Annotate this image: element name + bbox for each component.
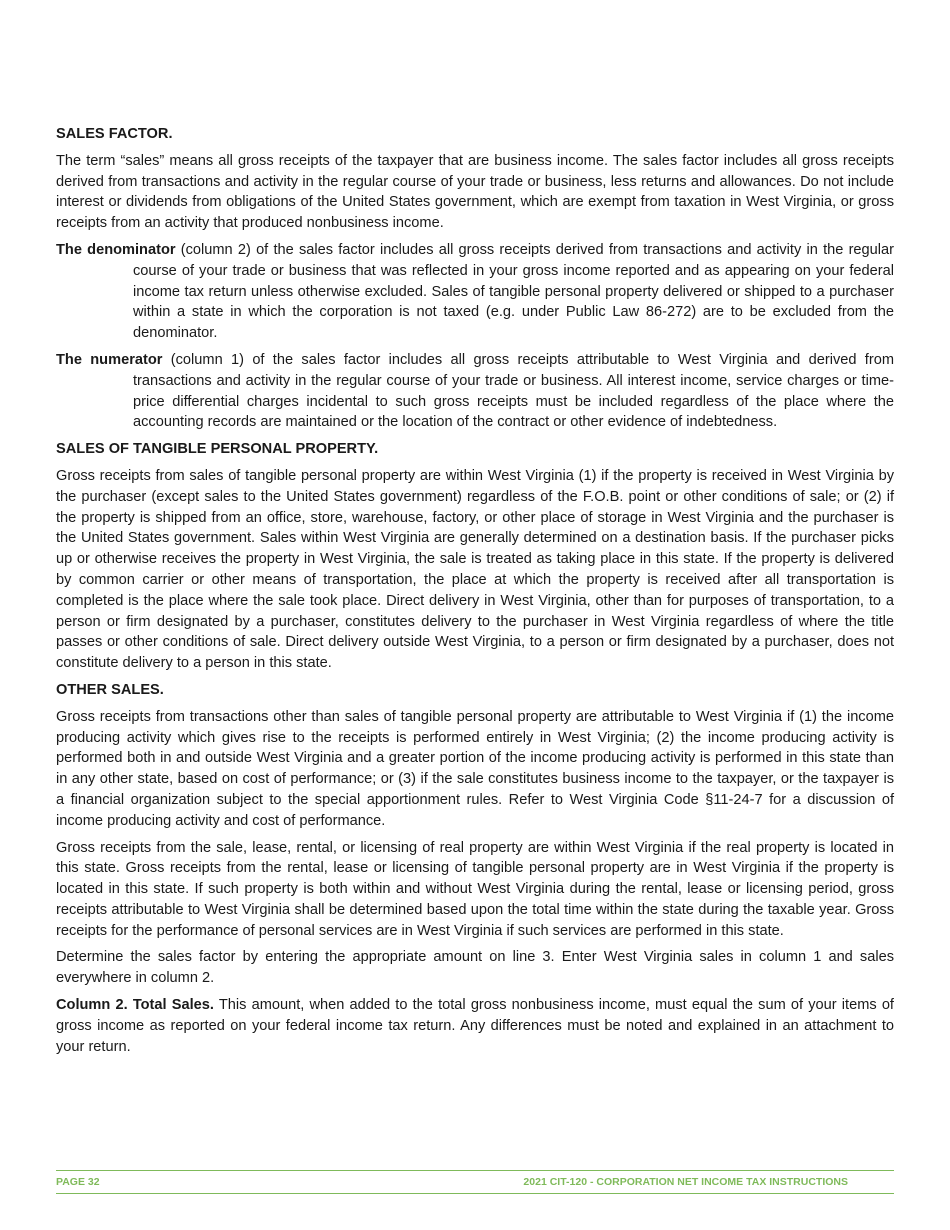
other-sales-paragraph-3: Determine the sales factor by entering the appropriate amount on line 3. Enter West Virginia sales in column 1 and sales everywhere in column 2.	[56, 949, 894, 987]
tangible-paragraph: Gross receipts from sales of tangible personal property are within West Virginia (1) if the property is received in West Virginia by the purchaser (except sales to the United States government) regardless of the F.O.B. point or other conditions of sale; or (2) if the property is shipped from an office, store, warehouse, factory, or other place of storage in West Virginia and the purchaser is the United States government. Sales within West Virginia are generally determined on a destination basis. If the purchaser picks up or otherwise receives the property in West Virginia, the sale is treated as taking place in this state. If the property is delivered by common carrier or other means of transportation, the place at which the property is received after all transportation is completed is the place where the sale took place. Direct delivery in West Virginia, other than for purposes of transportation, to a person or firm designated by a purchaser, constitutes delivery to the purchaser in West Virginia regardless of where the title passes or other conditions of sale. Direct delivery outside West Virginia, to a person or firm designated by a purchaser, does not constitute delivery to a person in this state.	[56, 467, 894, 672]
denominator-lead: The denominator	[56, 241, 176, 258]
document-body	[56, 124, 894, 1063]
other-sales-paragraph-2: Gross receipts from the sale, lease, rental, or licensing of real property are within West Virginia if the real property is located in this state. Gross receipts from the rental, lease or licensing of tangible personal property are in West Virginia if the property is located in this state. If such property is both within and without West Virginia during the rental, lease or licensing period, gross receipts attributable to West Virginia shall be determined based upon the total time within the state during the taxable year. Gross receipts for the performance of personal services are in West Virginia if such services are performed in this state.	[56, 839, 894, 939]
sales-factor-intro: The term “sales” means all gross receipts of the taxpayer that are business income. The sales factor includes all gross receipts derived from transactions and activity in the regular course of your trade or business, less returns and allowances. Do not include interest or dividends from obligations of the United States government, which are exempt from taxation in West Virginia, or gross receipts from an activity that produced nonbusiness income.	[56, 152, 894, 232]
total-sales-lead: Column 2. Total Sales.	[56, 997, 214, 1014]
footer-document-title: 2021 CIT-120 - CORPORATION NET INCOME TAX INSTRUCTIONS	[523, 1176, 848, 1188]
numerator-lead: The numerator	[56, 351, 163, 368]
total-sales-paragraph	[56, 995, 894, 1057]
section-heading-other-sales: OTHER SALES.	[56, 681, 164, 698]
other-sales-paragraph-1: Gross receipts from transactions other than sales of tangible personal property are attributable to West Virginia if (1) the income producing activity which gives rise to the receipts is performed entirely in West Virginia; (2) the income producing activity is performed both in and outside West Virginia and a greater portion of the income producing activity is performed in this state than in any other state, based on cost of performance; or (3) if the sale constitutes business income to the taxpayer, or the taxpayer is a financial organization subject to the special apportionment rules. Refer to West Virginia Code §11-24-7 for a discussion of income producing activity and cost of performance.	[56, 708, 894, 829]
numerator-paragraph	[56, 350, 894, 433]
footer-page-number: PAGE 32	[56, 1176, 100, 1188]
page-footer	[56, 1170, 894, 1194]
section-heading-tangible: SALES OF TANGIBLE PERSONAL PROPERTY.	[56, 441, 379, 458]
numerator-text: (column 1) of the sales factor includes all gross receipts attributable to West Virginia and derived from transactions and activity in the regular course of your trade or business. All interest income, service charges or time-price differential charges incidental to such gross receipts must be included regardless of the place where the accounting records are maintained or the location of the contract or other evidence of indebtedness.	[133, 351, 894, 431]
total-sales-text: This amount, when added to the total gross nonbusiness income, must equal the sum of your items of gross income as reported on your federal income tax return. Any differences must be noted and explained in an attachment to your return.	[56, 997, 894, 1055]
denominator-paragraph	[56, 240, 894, 344]
denominator-text: (column 2) of the sales factor includes all gross receipts derived from transactions and activity in the regular course of your trade or business that was reflected in your gross income reported and as appearing on your federal income tax return unless otherwise excluded. Sales of tangible personal property delivered or shipped to a purchaser within a state in which the corporation is not taxed (e.g. under Public Law 86-272) are to be excluded from the denominator.	[133, 241, 894, 342]
section-heading-sales-factor: SALES FACTOR.	[56, 126, 173, 142]
